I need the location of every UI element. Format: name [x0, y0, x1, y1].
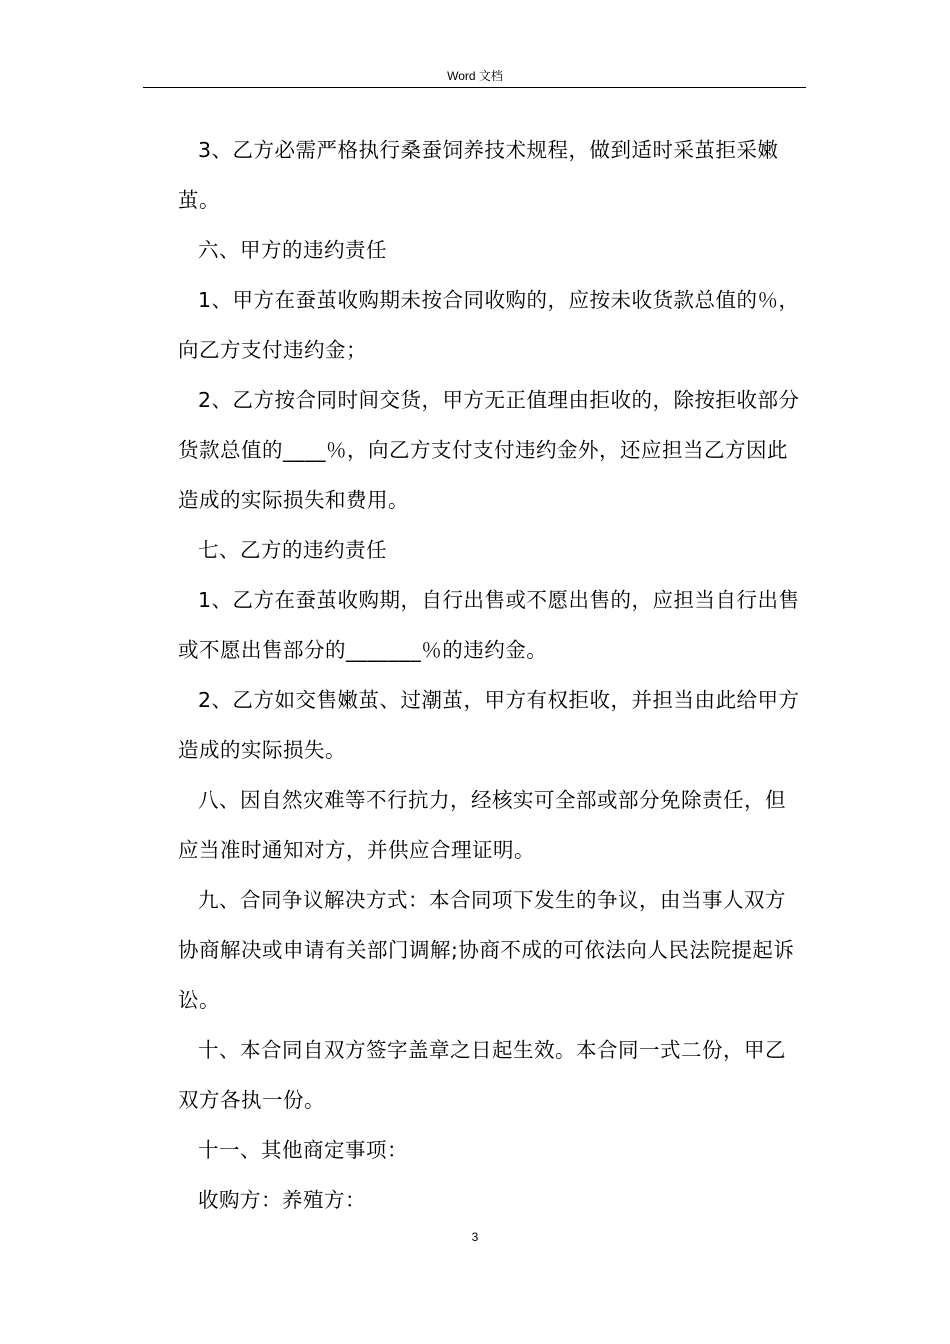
- paragraph-party-a-clause-1: 1、甲方在蚕茧收购期未按合同收购的，应按未收货款总值的％，向乙方支付违约金；: [178, 288, 800, 362]
- page-header-title: Word 文档: [447, 69, 503, 83]
- paragraph-party-a-clause-2: 2、乙方按合同时间交货，甲方无正值理由拒收的，除按拒收部分货款总值的____％，向乙方支付支付违约金外，还应担当乙方因此造成的实际损失和费用。: [178, 388, 800, 512]
- paragraph-party-b-clause-1: 1、乙方在蚕茧收购期，自行出售或不愿出售的，应担当自行出售或不愿出售部分的_______％的违约金。: [178, 588, 800, 662]
- signature-parties-line: 收购方：养殖方：: [198, 1188, 366, 1212]
- section-force-majeure: 八、因自然灾难等不行抗力，经核实可全部或部分免除责任，但应当准时通知对方，并供应合理证明。: [178, 788, 786, 862]
- section-heading-party-a-liability: 六、甲方的违约责任: [198, 238, 387, 262]
- page-number: 3: [471, 1230, 479, 1244]
- header-divider: [143, 87, 806, 88]
- section-heading-party-b-liability: 七、乙方的违约责任: [198, 538, 387, 562]
- paragraph-clause-3-cocoon-harvest: 3、乙方必需严格执行桑蚕饲养技术规程，做到适时采茧拒采嫩茧。: [178, 138, 779, 212]
- section-other-matters: 十一、其他商定事项：: [198, 1138, 408, 1162]
- document-body: [178, 125, 806, 1225]
- paragraph-party-b-clause-2: 2、乙方如交售嫩茧、过潮茧，甲方有权拒收，并担当由此给甲方造成的实际损失。: [178, 688, 800, 762]
- section-effective-date: 十、本合同自双方签字盖章之日起生效。本合同一式二份，甲乙双方各执一份。: [178, 1038, 786, 1112]
- section-dispute-resolution: 九、合同争议解决方式：本合同项下发生的争议，由当事人双方协商解决或申请有关部门调解;协商不成的可依法向人民法院提起诉讼。: [178, 888, 795, 1012]
